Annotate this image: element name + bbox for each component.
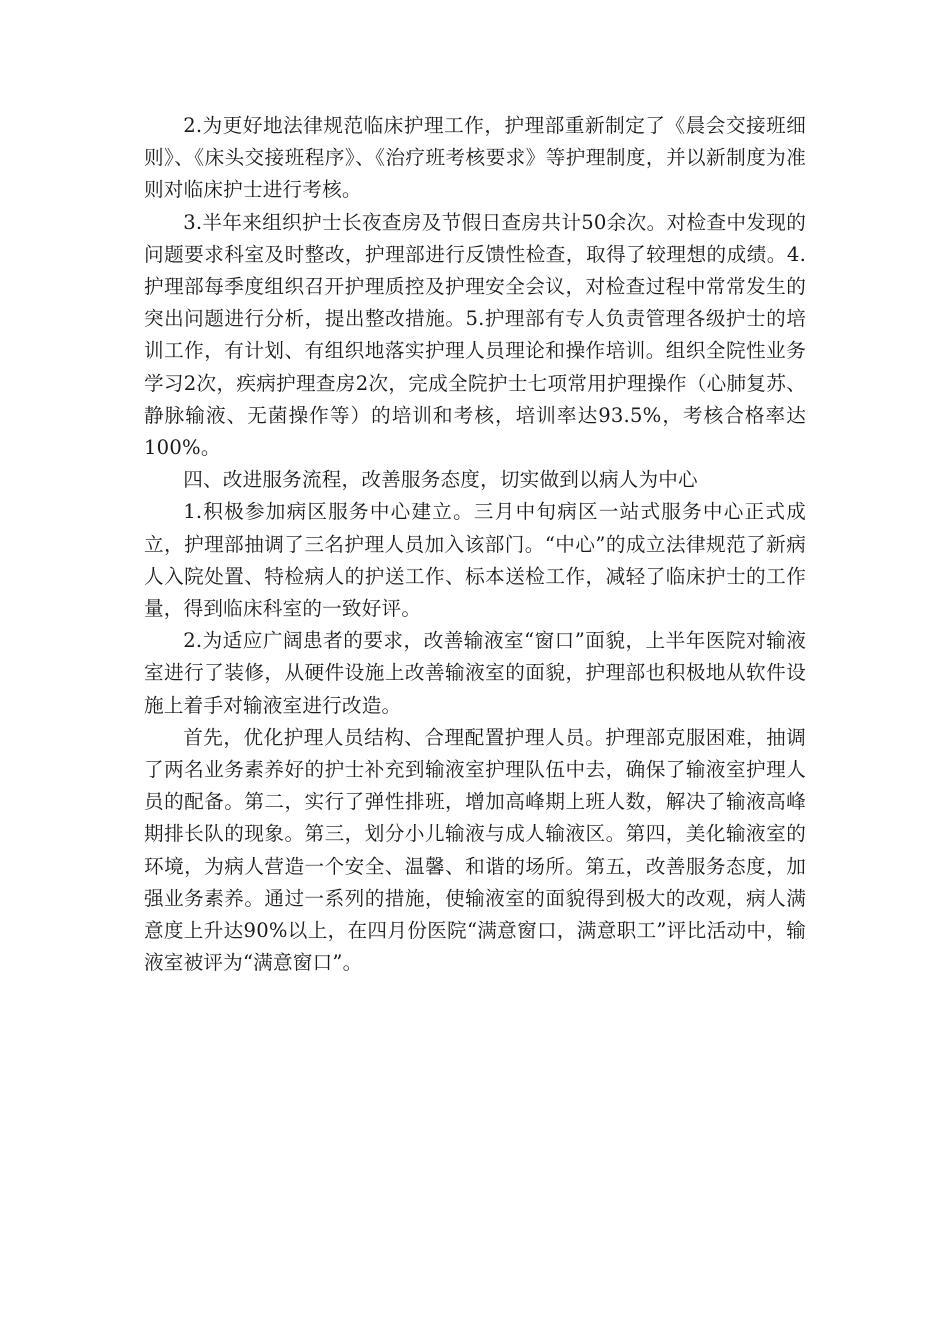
section-heading-service-process: 四、改进服务流程，改善服务态度，切实做到以病人为中心	[183, 468, 698, 492]
document-body	[144, 110, 806, 979]
paragraph-inspections-training: 3.半年来组织护士长夜查房及节假日查房共计50余次。对检查中发现的问题要求科室及时整改，护理部进行反馈性检查，取得了较理想的成绩。4.护理部每季度组织召开护理质控及护理安全会议，对检查过程中常常发生的突出问题进行分析，提出整改措施。5.护理部有专人负责管理各级护士的培训工作，有计划、有组织地落实护理人员理论和操作培训。组织全院性业务学习2次，疾病护理查房2次，完成全院护士七项常用护理操作（心肺复苏、静脉输液、无菌操作等）的培训和考核，培训率达93.5%，考核合格率达100%。	[144, 210, 806, 460]
paragraph-infusion-room-measures: 首先，优化护理人员结构、合理配置护理人员。护理部克服困难，抽调了两名业务素养好的护士补充到输液室护理队伍中去，确保了输液室护理人员的配备。第二，实行了弹性排班，增加高峰期上班人数，解决了输液高峰期排长队的现象。第三，划分小儿输液与成人输液区。第四，美化输液室的环境，为病人营造一个安全、温馨、和谐的场所。第五，改善服务态度，加强业务素养。通过一系列的措施，使输液室的面貌得到极大的改观，病人满意度上升达90%以上，在四月份医院“满意窗口，满意职工”评比活动中，输液室被评为“满意窗口”。	[144, 725, 806, 975]
paragraph-infusion-room-renovation: 2.为适应广阔患者的要求，改善输液室“窗口”面貌，上半年医院对输液室进行了装修，从硬件设施上改善输液室的面貌，护理部也积极地从软件设施上着手对输液室进行改造。	[144, 629, 806, 717]
paragraph-service-center: 1.积极参加病区服务中心建立。三月中旬病区一站式服务中心正式成立，护理部抽调了三名护理人员加入该部门。“中心”的成立法律规范了新病人入院处置、特检病人的护送工作、标本送检工作，减轻了临床护士的工作量，得到临床科室的一致好评。	[144, 500, 806, 621]
paragraph-rules-revision: 2.为更好地法律规范临床护理工作，护理部重新制定了《晨会交接班细则》、《床头交接班程序》、《治疗班考核要求》等护理制度，并以新制度为准则对临床护士进行考核。	[144, 114, 806, 202]
